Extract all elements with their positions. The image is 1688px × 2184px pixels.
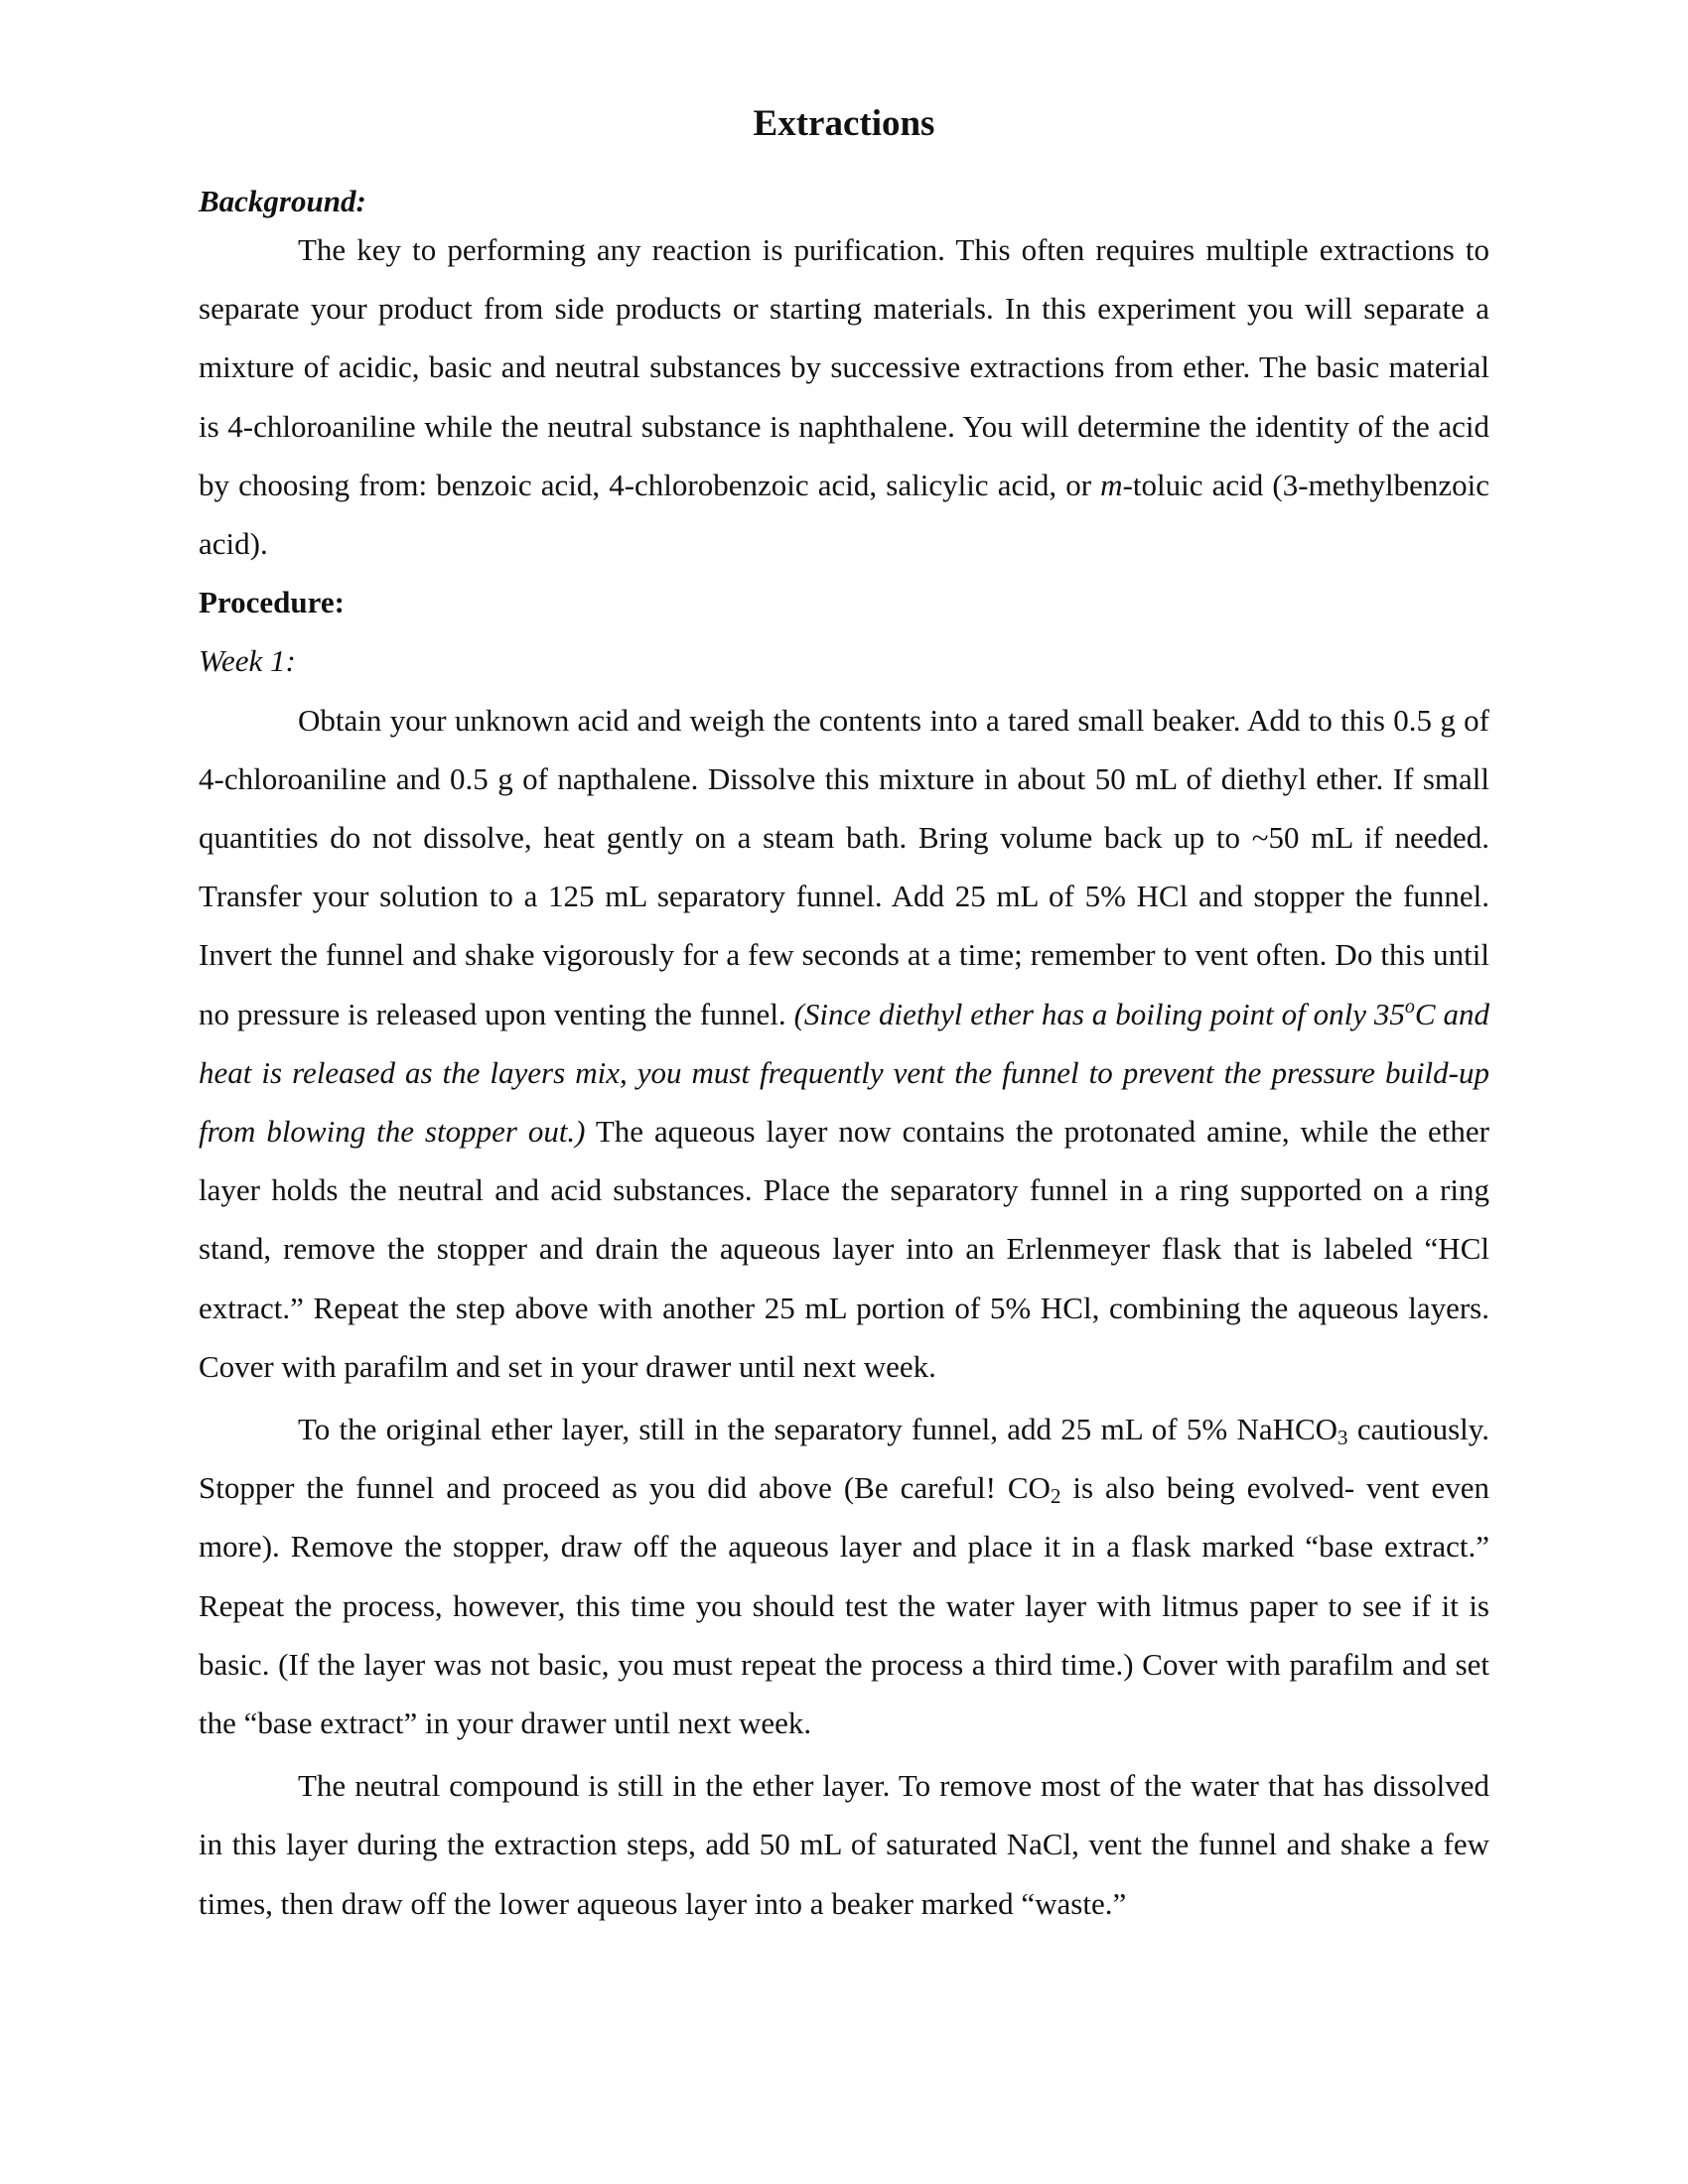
p2-text-c: is also being evolved- vent even more). Remove the stopper, draw off the aqueous layer and place it in a flask marked “base extract.” Repeat the process, however, this time you should test the water layer with litmus paper to see if it is basic. (If the layer was not basic, you must repeat the process a third time.) Cover with parafilm and set the “base extract” in your drawer until next week. bbox=[199, 1470, 1489, 1741]
document-page bbox=[199, 99, 1489, 1933]
procedure-paragraph-1 bbox=[199, 691, 1489, 1396]
background-paragraph bbox=[199, 220, 1489, 573]
background-italic-prefix: m bbox=[1100, 467, 1123, 502]
background-text: The key to performing any reaction is purification. This often requires multiple extractions to separate your product from side products or starting materials. In this experiment you will separate a mixture of acidic, basic and neutral substances by successive extractions from ether. The basic material is 4-chloroaniline while the neutral substance is naphthalene. You will determine the identity of the acid by choosing from: benzoic acid, 4-chlorobenzoic acid, salicylic acid, or bbox=[199, 232, 1489, 502]
procedure-heading: Procedure: bbox=[199, 585, 345, 620]
week-subheading: Week 1: bbox=[199, 643, 296, 679]
procedure-paragraph-3: The neutral compound is still in the ether layer. To remove most of the water that has dissolved in this layer during the extraction steps, add 50 mL of saturated NaCl, vent the funnel and shake a few times, then draw off the lower aqueous layer into a beaker marked “waste.” bbox=[199, 1768, 1489, 1921]
p2-text-b: cautiously. Stopper the funnel and proceed as you did above (Be careful! CO bbox=[199, 1412, 1489, 1506]
p2-text-a: To the original ether layer, still in the separatory funnel, add 25 mL of 5% NaHCO bbox=[298, 1412, 1338, 1447]
degree-sup: o bbox=[1404, 995, 1415, 1018]
p1-italic-b: C and heat is released as the layers mix, you must frequently vent the funnel to prevent the pressure build-up from blowing the stopper out.) bbox=[199, 996, 1489, 1150]
p2-sub-2: 2 bbox=[1050, 1484, 1061, 1509]
p1-text-b: The aqueous layer now contains the protonated amine, while the ether layer holds the neutral and acid substances. Place the separatory funnel in a ring supported on a ring stand, remove the stopper and drain the aqueous layer into an Erlenmeyer flask that is labeled “HCl extract.” Repeat the step above with another 25 mL portion of 5% HCl, combining the aqueous layers. Cover with parafilm and set in your drawer until next week. bbox=[199, 1114, 1490, 1384]
background-heading: Background: bbox=[199, 184, 366, 218]
p1-text-a: Obtain your unknown acid and weigh the contents into a tared small beaker. Add to this 0.5 g of 4-chloroaniline and 0.5 g of napthalene. Dissolve this mixture in about 50 mL of diethyl ether. If small quantities do not dissolve, heat gently on a steam bath. Bring volume back up to ~50 mL if needed. Transfer your solution to a 125 mL separatory funnel. Add 25 mL of 5% HCl and stopper the funnel. Invert the funnel and shake vigorously for a few seconds at a time; remember to vent often. Do this until no pressure is released upon venting the funnel. bbox=[199, 702, 1489, 1031]
procedure-paragraph-2 bbox=[199, 1400, 1489, 1752]
page-title: Extractions bbox=[753, 103, 935, 144]
p2-sub-3: 3 bbox=[1337, 1426, 1348, 1450]
background-text-end: -toluic acid (3-methylbenzoic acid). bbox=[199, 467, 1490, 562]
p1-italic-a: (Since diethyl ether has a boiling point of only 35 bbox=[793, 996, 1405, 1031]
